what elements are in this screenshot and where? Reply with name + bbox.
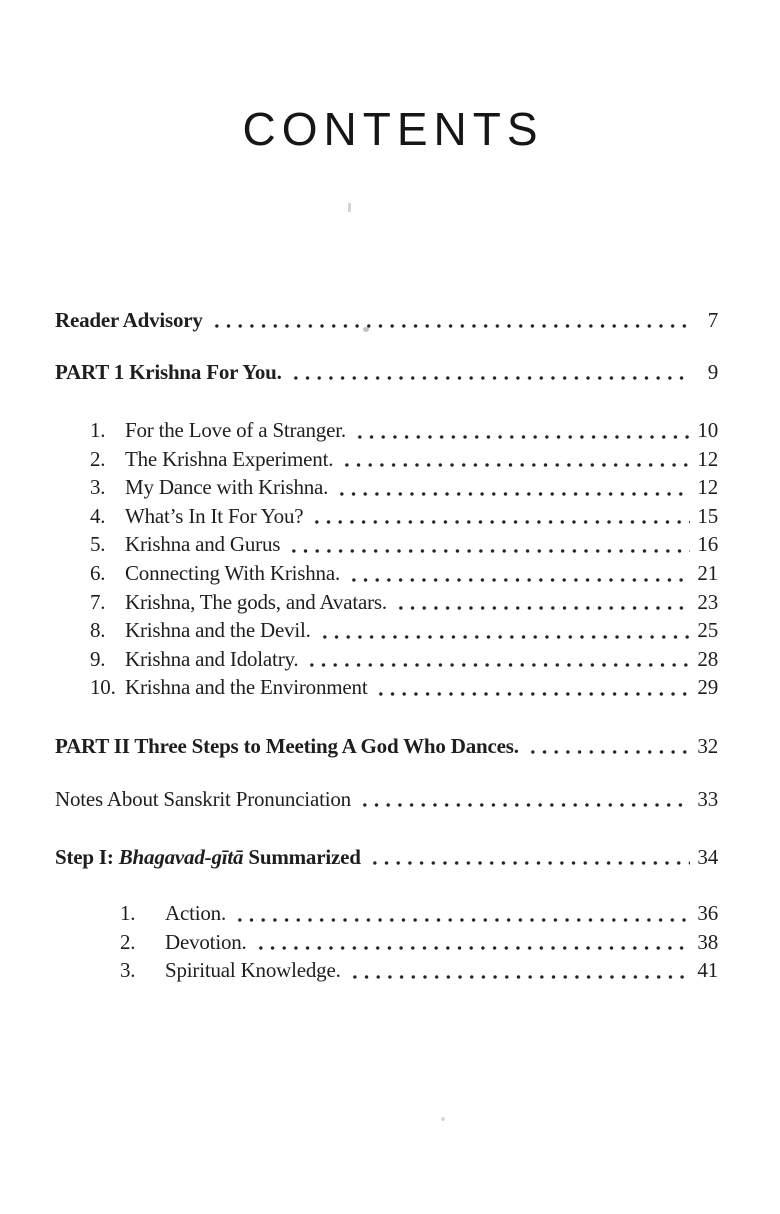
page-number: 7 xyxy=(707,308,718,332)
chapter-number: 3. xyxy=(90,475,106,500)
toc-section-row xyxy=(55,956,718,985)
entry-label: The Krishna Experiment. xyxy=(125,446,334,471)
chapter-number: 4. xyxy=(90,503,106,528)
table-of-contents xyxy=(55,308,718,985)
toc-section-row xyxy=(55,928,718,957)
page-title: CONTENTS xyxy=(242,103,544,155)
section-number: 2. xyxy=(120,929,136,954)
scan-speck xyxy=(441,1117,445,1121)
entry-label: Krishna and Idolatry. xyxy=(125,646,299,671)
toc-chapter-row xyxy=(55,530,718,559)
page-number: 28 xyxy=(697,646,718,671)
toc-section-row xyxy=(55,899,718,928)
dot-leader xyxy=(303,645,690,674)
entry-label: Spiritual Knowledge. xyxy=(165,958,341,983)
entry-label: What’s In It For You? xyxy=(125,503,304,528)
page-number: 23 xyxy=(697,589,718,614)
step1-section-list xyxy=(55,899,718,985)
toc-chapter-row xyxy=(55,559,718,588)
book-page xyxy=(0,103,780,1214)
chapter-number: 7. xyxy=(90,589,106,614)
toc-entry-step1 xyxy=(55,845,718,869)
dot-leader xyxy=(338,445,690,474)
dot-leader xyxy=(356,787,690,811)
toc-chapter-row xyxy=(55,502,718,531)
dot-leader xyxy=(208,308,690,332)
entry-label-italic: Bhagavad-gītā xyxy=(118,844,244,869)
chapter-number: 1. xyxy=(90,418,106,442)
entry-label: PART II Three Steps to Meeting A God Who Dances. xyxy=(55,733,519,758)
page-number: 36 xyxy=(697,900,718,925)
scan-speck xyxy=(348,203,351,212)
entry-label: Krishna and Gurus xyxy=(125,532,281,557)
toc-entry-part1 xyxy=(55,360,718,384)
dot-leader xyxy=(392,588,690,617)
chapter-number: 5. xyxy=(90,532,106,557)
section-number: 3. xyxy=(120,958,136,983)
entry-label: Krishna and the Environment xyxy=(125,675,368,700)
page-number: 15 xyxy=(697,503,718,528)
chapter-number: 10. xyxy=(90,675,116,700)
dot-leader xyxy=(285,530,690,559)
page-number: 29 xyxy=(697,675,718,700)
dot-leader xyxy=(372,673,690,702)
dot-leader xyxy=(316,616,690,645)
entry-label: Devotion. xyxy=(165,929,247,954)
section-number: 1. xyxy=(120,900,136,925)
dot-leader xyxy=(287,360,690,384)
entry-label-prefix: Step I: xyxy=(55,844,119,869)
entry-label: Notes About Sanskrit Pronunciation xyxy=(55,786,351,811)
chapter-number: 6. xyxy=(90,560,106,585)
toc-chapter-row xyxy=(55,588,718,617)
page-number: 25 xyxy=(697,618,718,643)
page-number: 9 xyxy=(707,360,718,384)
entry-label: Action. xyxy=(165,900,227,925)
entry-label: Krishna and the Devil. xyxy=(125,618,311,643)
page-number: 12 xyxy=(697,475,718,500)
entry-label-suffix: Summarized xyxy=(243,844,361,869)
page-number: 33 xyxy=(697,786,718,811)
chapter-number: 8. xyxy=(90,618,106,643)
page-number: 16 xyxy=(697,532,718,557)
toc-chapter-row xyxy=(55,416,718,445)
dot-leader xyxy=(333,473,690,502)
dot-leader xyxy=(366,845,690,869)
entry-label: Reader Advisory xyxy=(55,308,203,332)
toc-chapter-row xyxy=(55,473,718,502)
page-number: 32 xyxy=(697,733,718,758)
toc-chapter-row xyxy=(55,673,718,702)
chapter-number: 2. xyxy=(90,446,106,471)
part1-chapter-list xyxy=(55,416,718,702)
toc-chapter-row xyxy=(55,616,718,645)
page-number: 10 xyxy=(697,418,718,442)
dot-leader xyxy=(252,928,690,957)
entry-label: Krishna, The gods, and Avatars. xyxy=(125,589,387,614)
page-number: 21 xyxy=(697,560,718,585)
toc-entry-notes xyxy=(55,787,718,811)
chapter-number: 9. xyxy=(90,646,106,671)
entry-label xyxy=(55,845,361,869)
dot-leader xyxy=(351,416,690,445)
entry-label: For the Love of a Stranger. xyxy=(125,418,346,442)
page-number: 12 xyxy=(697,446,718,471)
page-number: 41 xyxy=(697,958,718,983)
toc-entry-reader-advisory xyxy=(55,308,718,332)
dot-leader xyxy=(345,559,690,588)
dot-leader xyxy=(231,899,690,928)
toc-chapter-row xyxy=(55,445,718,474)
dot-leader xyxy=(524,734,690,758)
dot-leader xyxy=(308,502,690,531)
entry-label: My Dance with Krishna. xyxy=(125,475,329,500)
entry-label: Connecting With Krishna. xyxy=(125,560,341,585)
dot-leader xyxy=(346,956,690,985)
page-number: 34 xyxy=(697,844,718,869)
toc-chapter-row xyxy=(55,645,718,674)
entry-label: PART 1 Krishna For You. xyxy=(55,360,282,384)
toc-entry-part2 xyxy=(55,734,718,758)
page-number: 38 xyxy=(697,929,718,954)
